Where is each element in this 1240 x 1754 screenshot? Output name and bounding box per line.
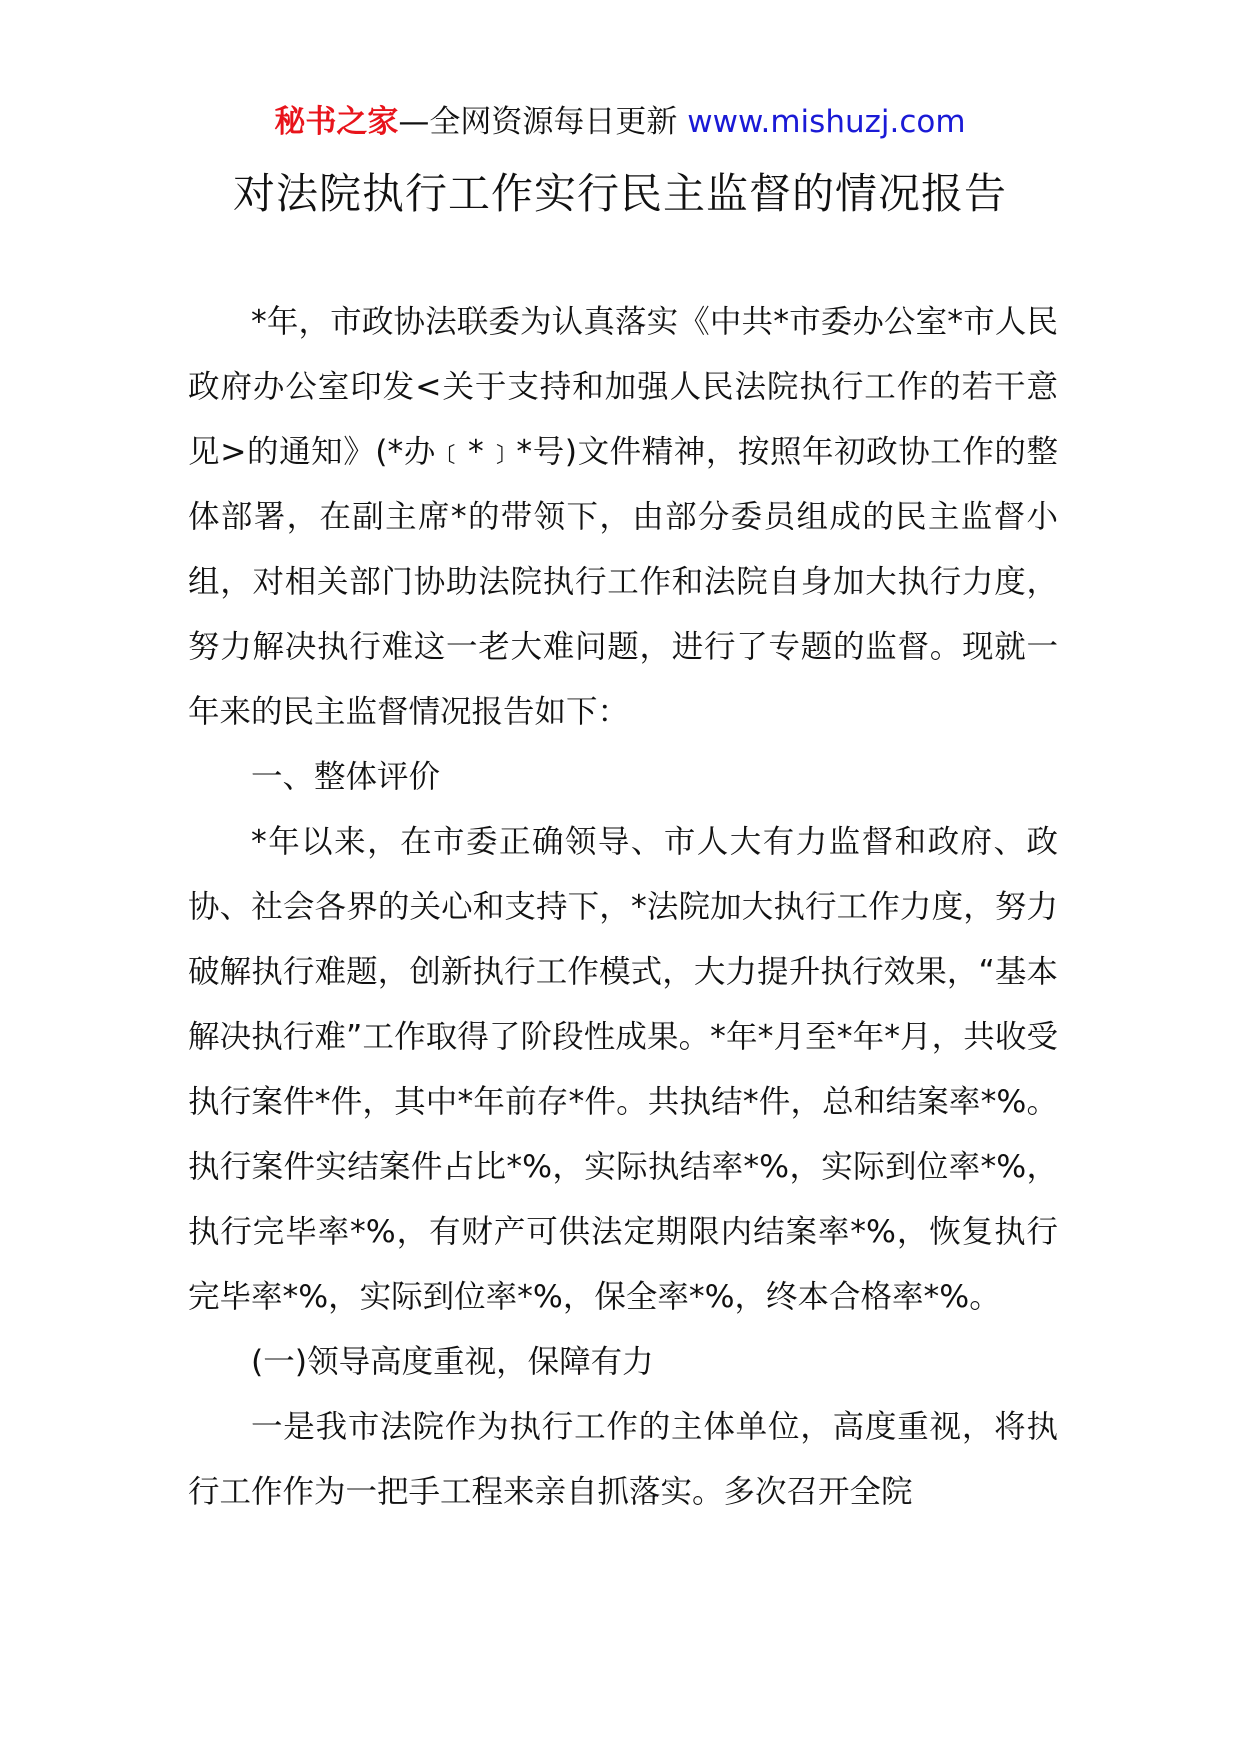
subsection-heading-leadership: (一)领导高度重视，保障有力 <box>251 1344 654 1380</box>
section-heading-overall-evaluation: 一、整体评价 <box>251 759 441 795</box>
brand-name: 秘书之家 <box>274 104 399 140</box>
paragraph-evaluation: *年以来，在市委正确领导、市人大有力监督和政府、政协、社会各界的关心和支持下，*法院加大执行工作力度，努力破解执行难题，创新执行工作模式，大力提升执行效果，“基本解决执行难”工作取得了阶段性成果。*年*月至*年*月，共收受执行案件*件，其中*年前存*件。共执结*件，总和结案率*%。执行案件实结案件占比*%，实际执结率*%，实际到位率*%，执行完毕率*%，有财产可供法定期限内结案率*%，恢复执行完毕率*%，实际到位率*%，保全率*%，终本合格率*%。 <box>188 824 1058 1315</box>
paragraph-intro: *年，市政协法联委为认真落实《中共*市委办公室*市人民政府办公室印发<关于支持和加强人民法院执行工作的若干意见>的通知》(*办﹝*﹞*号)文件精神，按照年初政协工作的整体部署，在副主席*的带领下，由部分委员组成的民主监督小组，对相关部门协助法院执行工作和法院自身加大执行力度，努力解决执行难这一老大难问题，进行了专题的监督。现就一年来的民主监督情况报告如下： <box>188 304 1058 730</box>
document-title: 对法院执行工作实行民主监督的情况报告 <box>232 169 1007 218</box>
brand-slogan: —全网资源每日更新 <box>398 104 688 140</box>
paragraph-leadership: 一是我市法院作为执行工作的主体单位，高度重视，将执行工作作为一把手工程来亲自抓落实。多次召开全院 <box>188 1409 1058 1510</box>
header-banner <box>0 100 1240 144</box>
website-link[interactable]: www.mishuzj.com <box>687 104 966 140</box>
document-body <box>188 290 1058 1525</box>
